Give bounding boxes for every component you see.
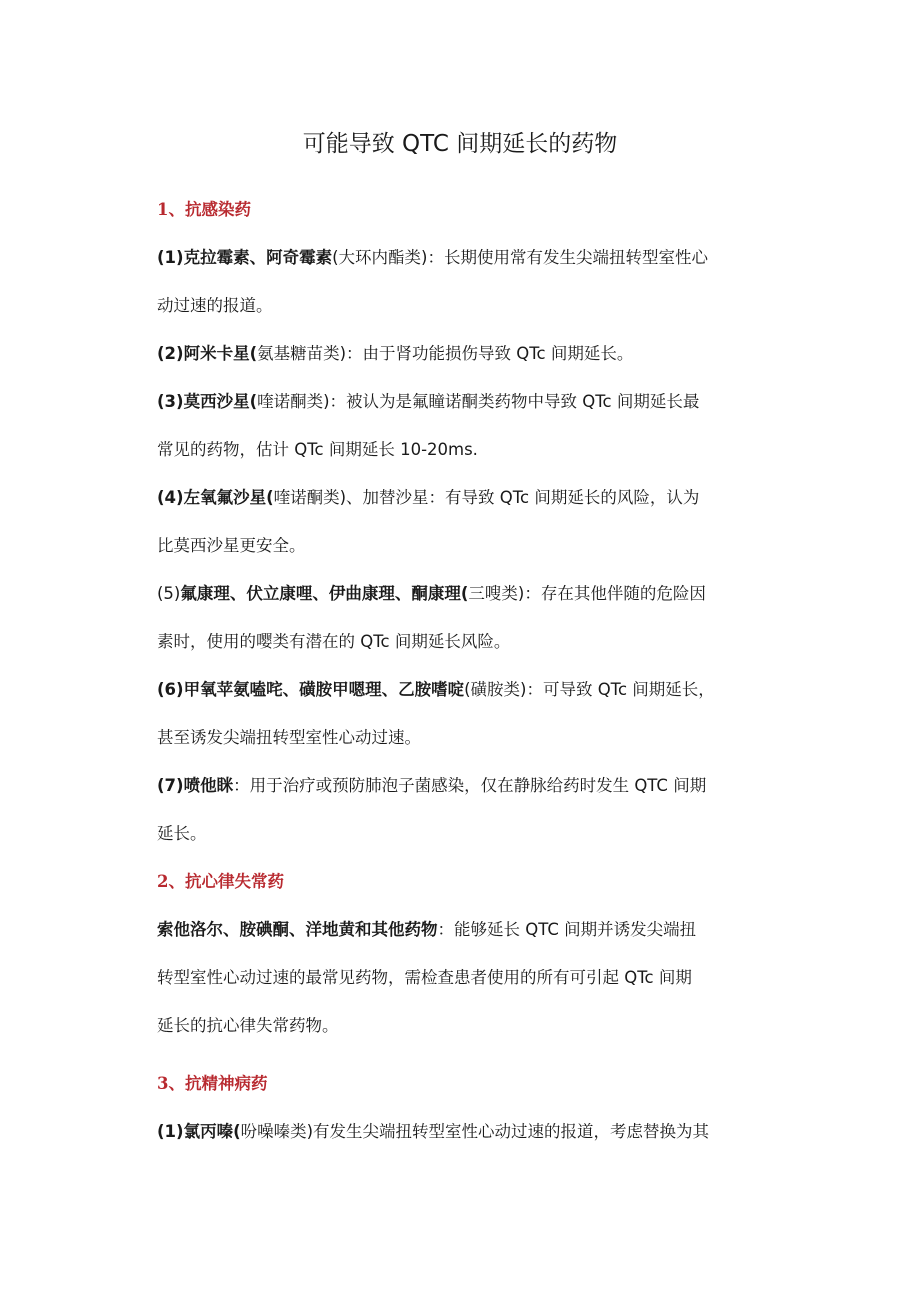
drug-names: (1)氯丙嗪( bbox=[157, 1122, 241, 1141]
drug-names: 索他洛尔、胺碘酮、洋地黄和其他药物 bbox=[157, 920, 438, 939]
paragraph-line bbox=[157, 378, 777, 426]
paragraph bbox=[157, 906, 777, 1050]
paragraph bbox=[157, 1108, 777, 1156]
paragraph-line: 比莫西沙星更安全。 bbox=[157, 536, 306, 555]
paragraph bbox=[157, 570, 777, 666]
paragraph-line bbox=[157, 906, 777, 954]
drug-names: (4)左氧氟沙星( bbox=[157, 488, 274, 507]
drug-names: (1)克拉霉素、阿奇霉素 bbox=[157, 248, 333, 267]
document-body bbox=[157, 186, 777, 1156]
drug-names: 氟康理、伏立康哩、伊曲康理、酮康理( bbox=[180, 584, 469, 603]
paragraph bbox=[157, 474, 777, 570]
drug-names: (7)喷他眯 bbox=[157, 776, 234, 795]
paragraph bbox=[157, 330, 777, 378]
paragraph-line bbox=[157, 570, 777, 618]
paragraph bbox=[157, 234, 777, 330]
paragraph-line: 转型室性心动过速的最常见药物，需检查患者使用的所有可引起 QTc 间期 bbox=[157, 968, 692, 987]
paragraph bbox=[157, 378, 777, 474]
paragraph-text: 喹诺酮类)、加替沙星：有导致 QTc 间期延长的风险，认为 bbox=[273, 488, 700, 507]
paragraph-text: ：能够延长 QTC 间期并诱发尖端扭 bbox=[437, 920, 697, 939]
drug-names: (6)甲氧苹氨嗑咤、磺胺甲嗯理、乙胺嗜啶 bbox=[157, 680, 465, 699]
paragraph-text: (大环内酯类)：长期使用常有发生尖端扭转型室性心 bbox=[332, 248, 708, 267]
paragraph-line: 常见的药物，估计 QTc 间期延长 10-20ms. bbox=[157, 440, 478, 459]
paragraph-text: 三嗖类)：存在其他伴随的危险因 bbox=[468, 584, 706, 603]
drug-names: (2)阿米卡星( bbox=[157, 344, 258, 363]
paragraph-line: 延长的抗心律失常药物。 bbox=[157, 1016, 339, 1035]
paragraph-line: 甚至诱发尖端扭转型室性心动过速。 bbox=[157, 728, 421, 747]
paragraph-text: ：用于治疗或预防肺泡子菌感染，仅在静脉给药时发生 QTC 间期 bbox=[233, 776, 707, 795]
paragraph-line: 素时，使用的嘤类有潜在的 QTc 间期延长风险。 bbox=[157, 632, 511, 651]
section-heading: 2、抗心律失常药 bbox=[157, 872, 284, 891]
item-number: (5) bbox=[157, 584, 181, 603]
paragraph-text: 喹诺酮类)：被认为是氟瞳诺酮类药物中导致 QTc 间期延长最 bbox=[257, 392, 700, 411]
section-heading: 1、抗感染药 bbox=[157, 200, 251, 219]
paragraph-text: (磺胺类)：可导致 QTc 间期延长， bbox=[464, 680, 715, 699]
paragraph-line: 动过速的报道。 bbox=[157, 296, 273, 315]
paragraph bbox=[157, 666, 777, 762]
paragraph-line bbox=[157, 762, 777, 810]
paragraph-line bbox=[157, 474, 777, 522]
paragraph-line: 延长。 bbox=[157, 824, 207, 843]
paragraph-line bbox=[157, 666, 777, 714]
paragraph-line bbox=[157, 1108, 777, 1156]
section-heading: 3、抗精神病药 bbox=[157, 1074, 268, 1093]
drug-names: (3)莫西沙星( bbox=[157, 392, 258, 411]
paragraph bbox=[157, 762, 777, 858]
paragraph-text: 吩噪嗪类)有发生尖端扭转型室性心动过速的报道，考虑替换为其 bbox=[240, 1122, 710, 1141]
paragraph-text: 氨基糖苗类)：由于肾功能损伤导致 QTc 间期延长。 bbox=[257, 344, 634, 363]
paragraph-line bbox=[157, 330, 777, 378]
document-title: 可能导致 QTC 间期延长的药物 bbox=[302, 131, 618, 157]
paragraph-line bbox=[157, 234, 777, 282]
